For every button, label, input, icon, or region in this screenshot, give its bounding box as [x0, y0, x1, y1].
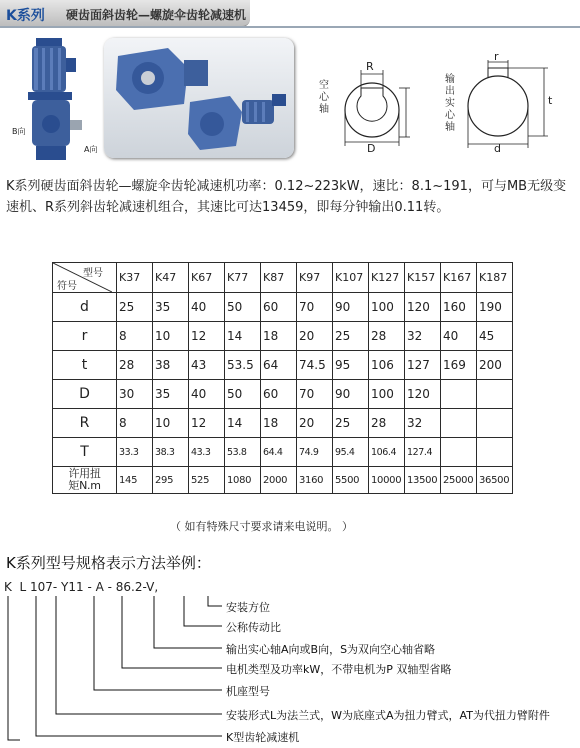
torque-label	[53, 467, 117, 494]
solid-r-label: r	[494, 50, 499, 63]
hollow-D-label: D	[367, 142, 376, 155]
hollow-shaft-drawing	[332, 60, 422, 170]
corner-symbol: 符号	[57, 281, 77, 292]
table-cell: 200	[477, 351, 513, 380]
solid-d-label: d	[494, 142, 501, 155]
header-divider	[0, 26, 580, 28]
table-cell: 10	[153, 322, 189, 351]
desc-mounting-type: 安装形式L为法兰式，W为底座式A为扭力臂式，AT为代扭力臂附件	[226, 709, 550, 722]
model-header: K187	[477, 263, 513, 293]
table-row	[53, 293, 513, 322]
table-cell: 100	[369, 293, 405, 322]
table-cell: 14	[225, 409, 261, 438]
table-cell: 33.3	[117, 438, 153, 467]
torque-label-line1: 许用扭	[68, 467, 101, 480]
table-cell: 38.3	[153, 438, 189, 467]
table-cell: 10	[153, 409, 189, 438]
table-cell: 45	[477, 322, 513, 351]
table-cell: 38	[153, 351, 189, 380]
table-cell: 50	[225, 380, 261, 409]
table-cell: 20	[297, 409, 333, 438]
table-cell: 90	[333, 380, 369, 409]
model-header: K157	[405, 263, 441, 293]
table-cell	[441, 438, 477, 467]
table-cell	[477, 409, 513, 438]
table-cell: 106.4	[369, 438, 405, 467]
table-cell: 169	[441, 351, 477, 380]
table-cell: 74.9	[297, 438, 333, 467]
table-cell: 95.4	[333, 438, 369, 467]
corner-type: 型号	[83, 268, 103, 279]
table-cell: 25	[333, 322, 369, 351]
table-cell	[477, 438, 513, 467]
table-cell: 3160	[297, 467, 333, 494]
desc-frame-size: 机座型号	[226, 685, 270, 698]
table-cell: 120	[405, 380, 441, 409]
model-header: K37	[117, 263, 153, 293]
table-cell: 190	[477, 293, 513, 322]
solid-t-label: t	[548, 94, 553, 107]
table-cell: 90	[333, 293, 369, 322]
model-header: K127	[369, 263, 405, 293]
table-row	[53, 380, 513, 409]
table-cell: 40	[441, 322, 477, 351]
table-header-row	[53, 263, 513, 293]
table-row	[53, 409, 513, 438]
spec-table	[52, 262, 513, 494]
leader-lines	[0, 594, 230, 744]
table-cell: 95	[333, 351, 369, 380]
table-cell: 106	[369, 351, 405, 380]
table-cell: 525	[189, 467, 225, 494]
table-cell	[477, 380, 513, 409]
series-model: K系列	[6, 8, 45, 24]
table-cell: 50	[225, 293, 261, 322]
hollow-shaft-label: 空心轴	[319, 80, 329, 115]
table-cell: 127.4	[405, 438, 441, 467]
table-cell: 8	[117, 322, 153, 351]
table-row	[53, 322, 513, 351]
model-header: K107	[333, 263, 369, 293]
table-cell: 60	[261, 380, 297, 409]
table-cell: 14	[225, 322, 261, 351]
table-cell: 53.5	[225, 351, 261, 380]
table-cell: 53.8	[225, 438, 261, 467]
model-header: K97	[297, 263, 333, 293]
table-cell: 25	[117, 293, 153, 322]
table-cell	[441, 409, 477, 438]
table-cell: 28	[117, 351, 153, 380]
solid-shaft-drawing	[458, 50, 558, 156]
table-cell: 36500	[477, 467, 513, 494]
table-cell: 8	[117, 409, 153, 438]
table-cell: 40	[189, 293, 225, 322]
row-label: d	[53, 293, 117, 322]
model-header: K167	[441, 263, 477, 293]
solid-shaft-label: 输出实心轴	[445, 74, 455, 133]
table-cell	[441, 380, 477, 409]
table-cell: 100	[369, 380, 405, 409]
table-cell: 5500	[333, 467, 369, 494]
table-cell: 74.5	[297, 351, 333, 380]
table-cell: 35	[153, 380, 189, 409]
table-cell: 295	[153, 467, 189, 494]
desc-motor-type: 电机类型及功率kW，不带电机为P 双轴型省略	[226, 663, 452, 676]
table-cell: 25	[333, 409, 369, 438]
desc-output-shaft: 输出实心轴A向或B向，S为双向空心轴省略	[226, 643, 436, 656]
table-cell: 25000	[441, 467, 477, 494]
table-cell: 28	[369, 322, 405, 351]
table-cell: 64.4	[261, 438, 297, 467]
model-header: K47	[153, 263, 189, 293]
header	[0, 0, 580, 28]
table-cell: 35	[153, 293, 189, 322]
table-cell: 70	[297, 293, 333, 322]
hollow-R-label: R	[366, 60, 374, 73]
table-cell: 43.3	[189, 438, 225, 467]
model-header: K67	[189, 263, 225, 293]
table-cell: 127	[405, 351, 441, 380]
desc-mounting-position: 安装方位	[226, 601, 270, 614]
desc-k-reducer: K型齿轮减速机	[226, 731, 300, 744]
torque-label-line2: 矩N.m	[68, 479, 101, 492]
table-note: （ 如有特殊尺寸要求请来电说明。 ）	[170, 520, 353, 533]
table-cell: 160	[441, 293, 477, 322]
model-header: K77	[225, 263, 261, 293]
model-header: K87	[261, 263, 297, 293]
table-cell: 70	[297, 380, 333, 409]
table-cell: 60	[261, 293, 297, 322]
row-label: t	[53, 351, 117, 380]
table-cell: 32	[405, 409, 441, 438]
table-cell: 12	[189, 322, 225, 351]
row-label: R	[53, 409, 117, 438]
table-cell: 2000	[261, 467, 297, 494]
table-row	[53, 351, 513, 380]
table-cell: 20	[297, 322, 333, 351]
row-label: D	[53, 380, 117, 409]
series-title: 硬齿面斜齿轮—螺旋伞齿轮减速机	[66, 8, 247, 22]
table-cell: 40	[189, 380, 225, 409]
table-cell: 64	[261, 351, 297, 380]
table-cell: 18	[261, 409, 297, 438]
table-row-torque	[53, 467, 513, 494]
table-cell: 18	[261, 322, 297, 351]
example-title: K系列型号规格表示方法举例：	[6, 554, 211, 572]
table-cell: 120	[405, 293, 441, 322]
photo-k-reducers	[104, 38, 294, 158]
b-direction-label: B向	[12, 127, 26, 136]
table-corner-cell	[53, 263, 117, 293]
table-cell: 30	[117, 380, 153, 409]
table-cell: 1080	[225, 467, 261, 494]
table-cell: 32	[405, 322, 441, 351]
model-code: K L 107- Y11 - A - 86.2-V,	[4, 580, 159, 594]
row-label: T	[53, 438, 117, 467]
table-cell: 12	[189, 409, 225, 438]
table-cell: 145	[117, 467, 153, 494]
table-cell: 28	[369, 409, 405, 438]
table-cell: 43	[189, 351, 225, 380]
row-label: r	[53, 322, 117, 351]
table-cell: 10000	[369, 467, 405, 494]
desc-nominal-ratio: 公称传动比	[226, 621, 281, 634]
a-direction-label: A向	[84, 145, 98, 154]
table-row	[53, 438, 513, 467]
table-cell: 13500	[405, 467, 441, 494]
intro-paragraph: K系列硬齿面斜齿轮—螺旋伞齿轮减速机功率：0.12~223kW，速比：8.1~191，可与MB无级变速机、R系列斜齿轮减速机组合，其速比可达13459，即每分钟输出0.11转。	[6, 179, 567, 215]
